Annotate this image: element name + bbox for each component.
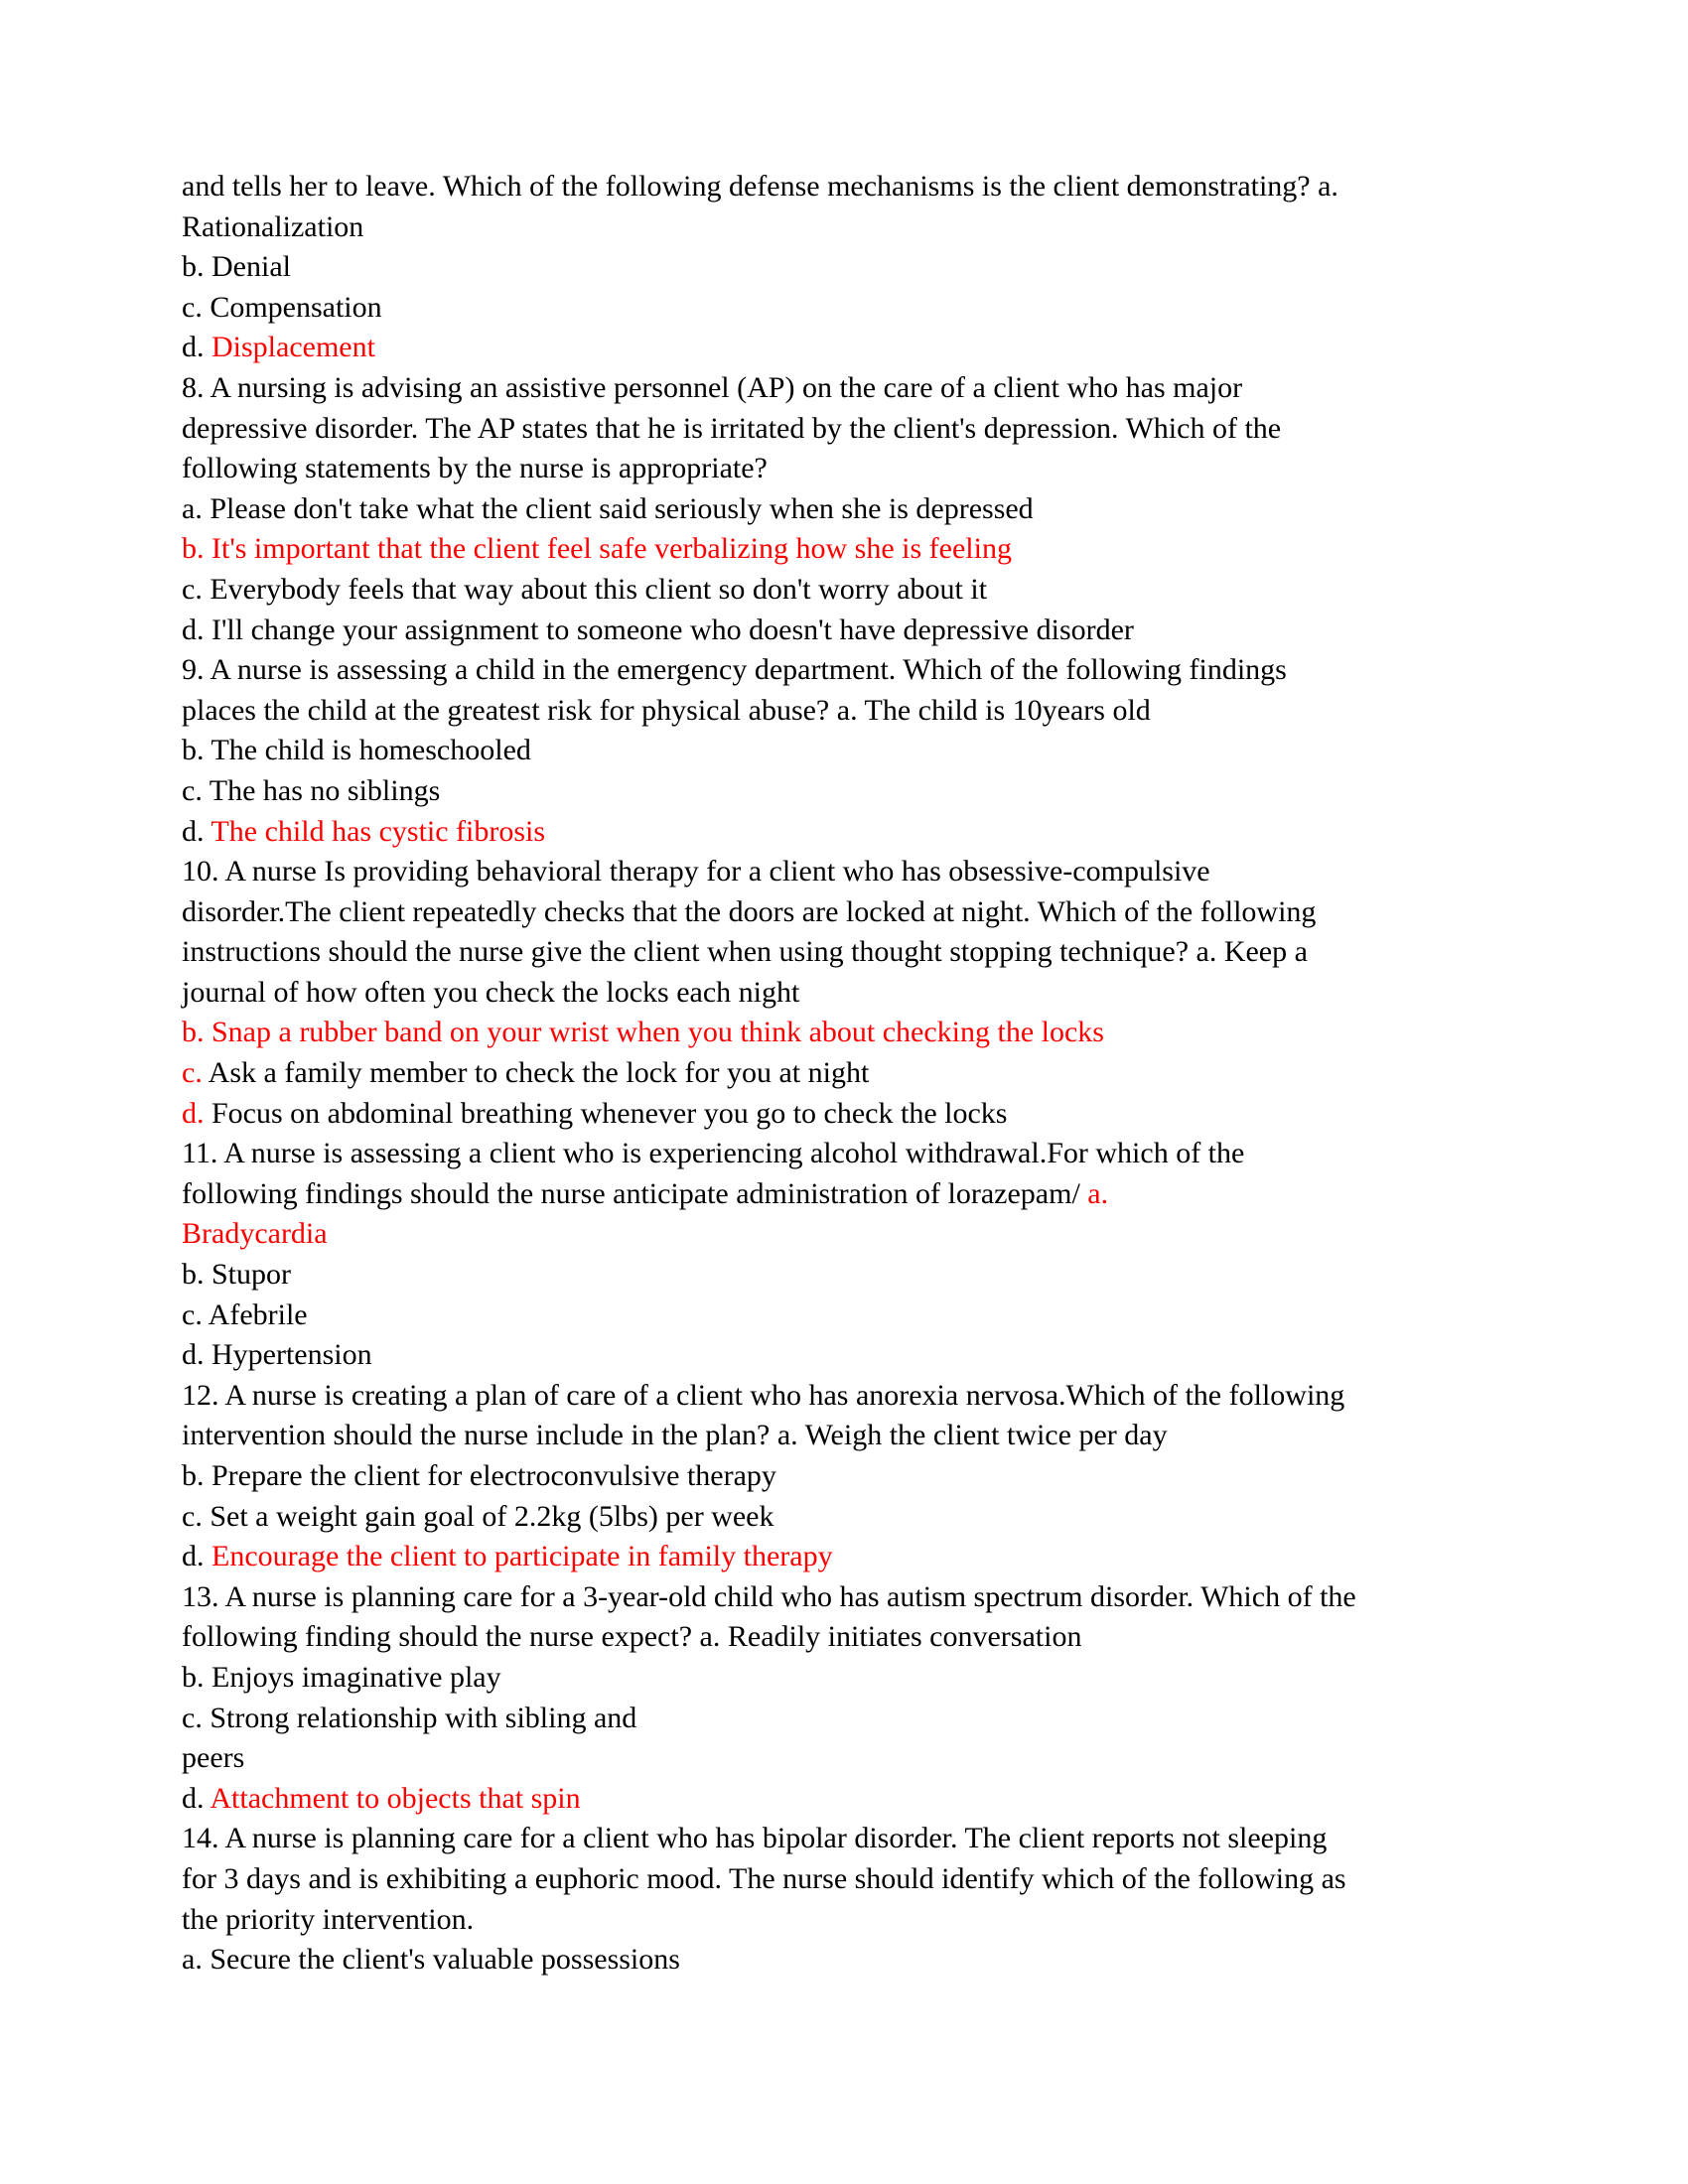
text-line bbox=[182, 1053, 1572, 1094]
text-segment: d. I'll change your assignment to someone who doesn't have depressive disorder bbox=[182, 613, 1134, 646]
text-segment: d. Hypertension bbox=[182, 1338, 372, 1372]
text-line bbox=[182, 247, 1572, 288]
text-segment: c. The has no siblings bbox=[182, 773, 441, 807]
text-segment: c. Afebrile bbox=[182, 1297, 308, 1331]
text-segment: d. bbox=[182, 1781, 211, 1815]
text-segment: c. Everybody feels that way about this client so don't worry about it bbox=[182, 572, 988, 606]
text-segment: peers bbox=[182, 1741, 245, 1775]
text-line bbox=[182, 570, 1572, 611]
text-line bbox=[182, 207, 1572, 248]
text-segment: b. Prepare the client for electroconvulsive therapy bbox=[182, 1459, 776, 1492]
text-segment: 10. A nurse Is providing behavioral therapy for a client who has obsessive-compulsive bbox=[182, 855, 1210, 888]
text-segment: 13. A nurse is planning care for a 3-year-old child who has autism spectrum disorder. Which of the bbox=[182, 1579, 1356, 1613]
text-segment: the priority intervention. bbox=[182, 1902, 475, 1936]
text-segment: b. Enjoys imaginative play bbox=[182, 1660, 501, 1694]
text-line bbox=[182, 1335, 1572, 1376]
text-line bbox=[182, 368, 1572, 409]
text-line bbox=[182, 449, 1572, 489]
answer-highlight-segment: Displacement bbox=[211, 331, 375, 364]
text-line bbox=[182, 1699, 1572, 1739]
answer-highlight-segment: a. bbox=[1087, 1176, 1109, 1210]
text-line bbox=[182, 1416, 1572, 1456]
text-segment: following finding should the nurse expect? a. Readily initiates conversation bbox=[182, 1620, 1082, 1654]
text-segment: b. Denial bbox=[182, 250, 291, 284]
text-line bbox=[182, 288, 1572, 329]
text-line bbox=[182, 1940, 1572, 1980]
text-segment: and tells her to leave. Which of the following defense mechanisms is the client demonstrating? a. bbox=[182, 170, 1338, 203]
text-segment: Ask a family member to check the lock for you at night bbox=[208, 1056, 870, 1090]
answer-highlight-segment: b. It's important that the client feel safe verbalizing how she is feeling bbox=[182, 532, 1012, 566]
text-line bbox=[182, 650, 1572, 691]
text-segment: intervention should the nurse include in the plan? a. Weigh the client twice per day bbox=[182, 1419, 1168, 1452]
text-line bbox=[182, 1174, 1572, 1215]
text-line bbox=[182, 973, 1572, 1014]
text-line bbox=[182, 1497, 1572, 1538]
text-segment: d. bbox=[182, 1540, 211, 1573]
text-line bbox=[182, 1900, 1572, 1941]
text-line bbox=[182, 1456, 1572, 1497]
text-segment: 8. A nursing is advising an assistive personnel (AP) on the care of a client who has major bbox=[182, 370, 1243, 404]
text-line bbox=[182, 1819, 1572, 1859]
text-line bbox=[182, 1537, 1572, 1577]
text-segment: b. Stupor bbox=[182, 1258, 292, 1292]
text-line bbox=[182, 409, 1572, 450]
text-segment: Rationalization bbox=[182, 209, 364, 243]
answer-highlight-segment: Encourage the client to participate in family therapy bbox=[211, 1540, 833, 1573]
text-segment: places the child at the greatest risk for physical abuse? a. The child is 10years old bbox=[182, 693, 1151, 727]
text-segment: 12. A nurse is creating a plan of care of a client who has anorexia nervosa.Which of the following bbox=[182, 1378, 1345, 1412]
text-line bbox=[182, 1738, 1572, 1779]
text-line bbox=[182, 1779, 1572, 1820]
text-line bbox=[182, 611, 1572, 651]
text-line bbox=[182, 812, 1572, 853]
answer-highlight-segment: c. bbox=[182, 1056, 209, 1090]
text-line bbox=[182, 489, 1572, 530]
text-line bbox=[182, 1376, 1572, 1417]
text-segment: 11. A nurse is assessing a client who is experiencing alcohol withdrawal.For which of the bbox=[182, 1137, 1245, 1170]
text-line bbox=[182, 852, 1572, 892]
text-segment: d. bbox=[182, 331, 211, 364]
answer-highlight-segment: Attachment to objects that spin bbox=[210, 1781, 581, 1815]
text-line bbox=[182, 731, 1572, 771]
text-segment: b. The child is homeschooled bbox=[182, 734, 531, 767]
text-line bbox=[182, 771, 1572, 812]
text-segment: for 3 days and is exhibiting a euphoric mood. The nurse should identify which of the following as bbox=[182, 1861, 1346, 1895]
text-segment: d. bbox=[182, 814, 211, 848]
text-line bbox=[182, 1617, 1572, 1658]
text-line bbox=[182, 1658, 1572, 1699]
text-segment: a. Secure the client's valuable possessions bbox=[182, 1943, 680, 1977]
text-line bbox=[182, 1859, 1572, 1900]
text-segment: c. Strong relationship with sibling and bbox=[182, 1701, 637, 1734]
text-segment: Focus on abdominal breathing whenever you go to check the locks bbox=[211, 1096, 1008, 1130]
text-line bbox=[182, 1577, 1572, 1618]
text-line bbox=[182, 1134, 1572, 1174]
text-line bbox=[182, 691, 1572, 732]
text-line bbox=[182, 932, 1572, 973]
text-line bbox=[182, 1094, 1572, 1135]
text-segment: journal of how often you check the locks each night bbox=[182, 975, 800, 1009]
answer-highlight-segment: d. bbox=[182, 1096, 211, 1130]
text-segment: c. Compensation bbox=[182, 290, 382, 324]
text-line bbox=[182, 529, 1572, 570]
text-segment: instructions should the nurse give the client when using thought stopping technique? a. Keep a bbox=[182, 935, 1308, 969]
document-lines bbox=[182, 167, 1572, 1980]
answer-highlight-segment: Bradycardia bbox=[182, 1217, 328, 1251]
text-segment: following findings should the nurse anticipate administration of lorazepam/ bbox=[182, 1176, 1088, 1210]
text-line bbox=[182, 328, 1572, 368]
text-segment: a. Please don't take what the client said seriously when she is depressed bbox=[182, 491, 1034, 525]
text-line bbox=[182, 167, 1572, 207]
text-line bbox=[182, 1013, 1572, 1053]
text-segment: depressive disorder. The AP states that he is irritated by the client's depression. Which of the bbox=[182, 411, 1282, 445]
text-segment: 9. A nurse is assessing a child in the emergency department. Which of the following findings bbox=[182, 653, 1287, 687]
answer-highlight-segment: b. Snap a rubber band on your wrist when you think about checking the locks bbox=[182, 1016, 1104, 1049]
text-segment: following statements by the nurse is appropriate? bbox=[182, 452, 768, 485]
text-segment: 14. A nurse is planning care for a client who has bipolar disorder. The client reports not sleeping bbox=[182, 1822, 1328, 1855]
text-line bbox=[182, 892, 1572, 933]
text-line bbox=[182, 1296, 1572, 1336]
answer-highlight-segment: The child has cystic fibrosis bbox=[211, 814, 546, 848]
text-line bbox=[182, 1255, 1572, 1296]
text-segment: disorder.The client repeatedly checks that the doors are locked at night. Which of the following bbox=[182, 894, 1317, 928]
text-line bbox=[182, 1214, 1572, 1255]
text-segment: c. Set a weight gain goal of 2.2kg (5lbs) per week bbox=[182, 1499, 774, 1533]
